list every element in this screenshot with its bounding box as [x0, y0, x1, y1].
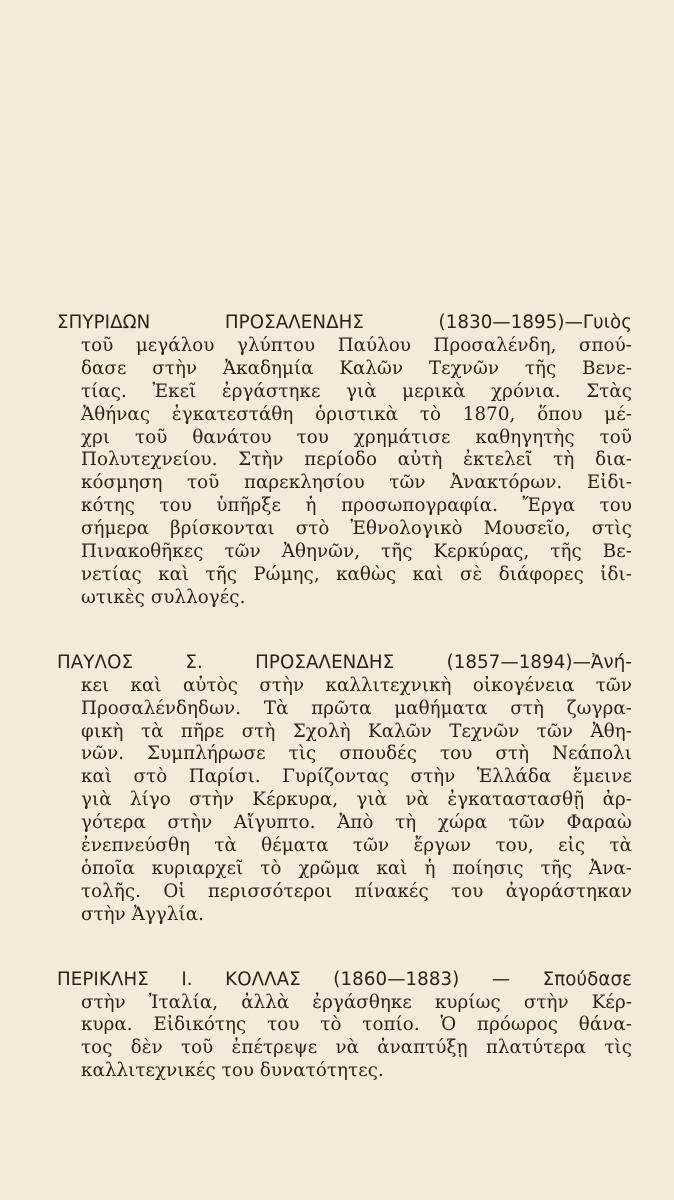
entry-heading-line: ΠΑΥΛΟΣ Σ. ΠΡΟΣΑΛΕΝΔΗΣ (1857—1894)—Ἀνή-	[57, 651, 632, 673]
entry-text-line: Πινακοθῆκες τῶν Ἀθηνῶν, τῆς Κερκύρας, τῆς Βε-	[81, 541, 632, 563]
entry-periklis-kollas	[57, 969, 632, 1084]
entry-text-line: φικὴ τὰ πῆρε στὴ Σχολὴ Καλῶν Τεχνῶν τῶν Ἀθη-	[81, 720, 632, 742]
entry-text-line: ωτικὲς συλλογές.	[81, 586, 246, 608]
entry-text-line: νετίας καὶ τῆς Ρώμης, καθὼς καὶ σὲ διάφορες ἰδι-	[81, 563, 632, 585]
entry-text-line: κυρα. Εἰδικότης του τὸ τοπίο. Ὁ πρόωρος θάνα-	[81, 1014, 632, 1036]
entry-heading-line: ΠΕΡΙΚΛΗΣ Ι. ΚΟΛΛΑΣ (1860—1883) — Σπούδασε	[57, 968, 632, 990]
entry-text-line: γιὰ λίγο στὴν Κέρκυρα, γιὰ νὰ ἐγκαταστασθῇ ἀρ-	[81, 789, 632, 811]
entry-text-line: χρι τοῦ θανάτου του χρημάτισε καθηγητὴς τοῦ	[81, 426, 632, 448]
entry-text-line: τοῦ μεγάλου γλύπτου Παύλου Προσαλένδη, σπού-	[81, 334, 632, 356]
entry-text-line: κότης του ὑπῆρξε ἡ προσωπογραφία. Ἔργα του	[81, 495, 632, 517]
entry-text-line: τολῆς. Οἱ περισσότεροι πίνακές του ἀγοράστηκαν	[81, 880, 632, 902]
entry-text-line: Προσαλένδηδων. Τὰ πρῶτα μαθήματα στὴ ζωγρα-	[81, 697, 632, 719]
entry-text-line: στὴν Ἰταλία, ἀλλὰ ἐργάσθηκε κυρίως στὴν Κέρ-	[81, 991, 632, 1013]
entry-text-line: κει καὶ αὐτὸς στὴν καλλιτεχνικὴ οἰκογένεια τῶν	[81, 674, 632, 696]
entry-text-line: Ἀθήνας ἐγκατεστάθη ὁριστικὰ τὸ 1870, ὅπου μέ-	[81, 403, 632, 425]
entry-text-line: γότερα στὴν Αἴγυπτο. Ἀπὸ τὴ χώρα τῶν Φαραὼ	[81, 812, 632, 834]
entry-text-line: ὁποῖα κυριαρχεῖ τὸ χρῶμα καὶ ἡ ποίησις τῆς Ἀνα-	[81, 857, 632, 879]
entry-pavlos-prosalendis	[57, 652, 632, 927]
entry-text-line: καλλιτεχνικές του δυνατότητες.	[81, 1060, 384, 1082]
entry-text-line: δασε στὴν Ἀκαδημία Καλῶν Τεχνῶν τῆς Βενε-	[81, 357, 632, 379]
entry-text-line: σήμερα βρίσκονται στὸ Ἐθνολογικὸ Μουσεῖο, στὶς	[81, 518, 632, 540]
entry-heading-line: ΣΠΥΡΙΔΩΝ ΠΡΟΣΑΛΕΝΔΗΣ (1830—1895)—Γυιὸς	[57, 312, 632, 333]
entry-spyridon-prosalendis	[57, 312, 632, 610]
entry-text-line: νῶν. Συμπλήρωσε τὶς σπουδές του στὴ Νεάπολι	[81, 743, 632, 765]
entry-text-line: τίας. Ἐκεῖ ἐργάστηκε γιὰ μερικὰ χρόνια. Στὰς	[81, 380, 632, 402]
entry-text-line: στὴν Ἀγγλία.	[81, 903, 205, 925]
page-text	[57, 312, 632, 1125]
entry-text-line: Πολυτεχνείου. Στὴν περίοδο αὐτὴ ἐκτελεῖ τὴ δια-	[81, 449, 632, 471]
entry-text-line: καὶ στὸ Παρίσι. Γυρίζοντας στὴν Ἑλλάδα ἔμεινε	[81, 766, 632, 788]
entry-text-line: ἐνεπνεύσθη τὰ θέματα τῶν ἔργων του, εἰς τὰ	[81, 835, 632, 857]
entry-text-line: κόσμηση τοῦ παρεκλησίου τῶν Ἀνακτόρων. Εἰδι-	[81, 472, 632, 494]
entry-text-line: τος δὲν τοῦ ἐπέτρεψε νὰ ἀναπτύξῃ πλατύτερα τὶς	[81, 1037, 632, 1059]
